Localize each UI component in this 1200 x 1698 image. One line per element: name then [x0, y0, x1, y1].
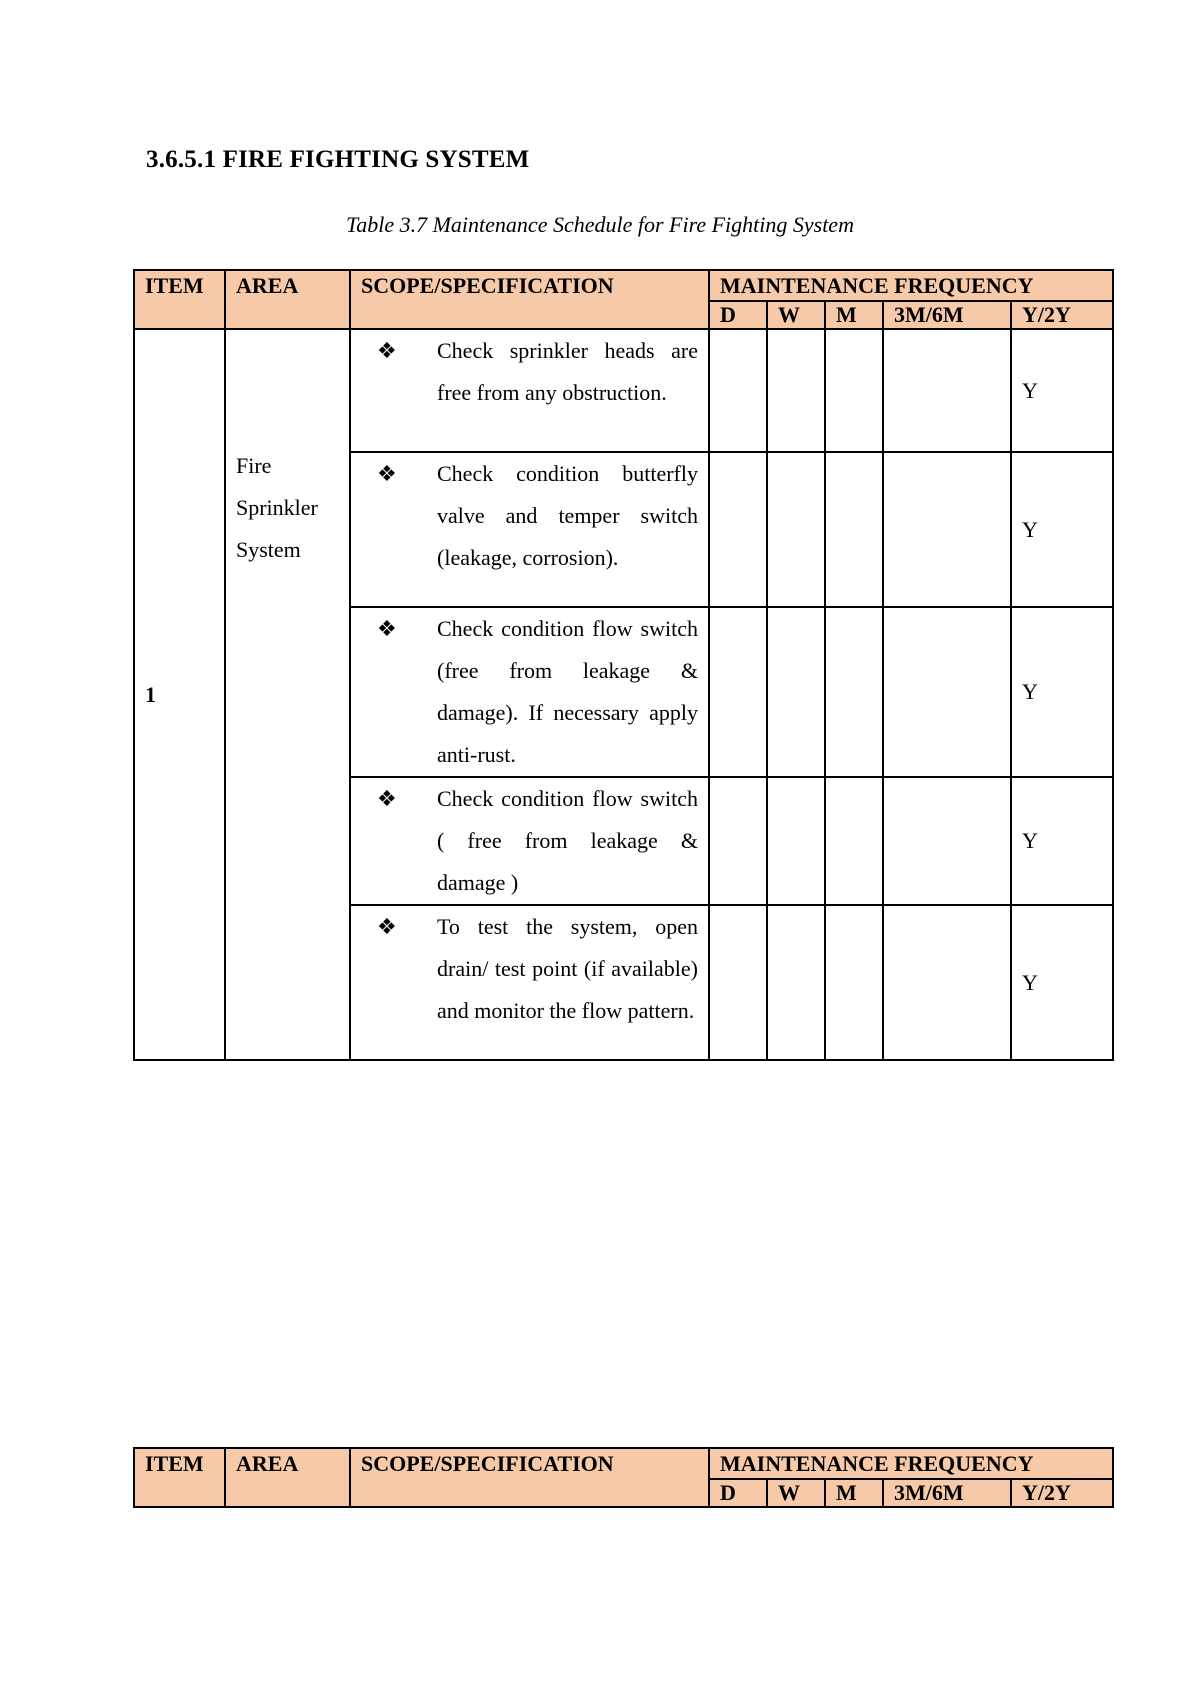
freq-m-cell: [825, 329, 883, 452]
header-3m-6m: 3M/6M: [883, 1479, 1011, 1507]
diamond-bullet-icon: ❖: [377, 461, 397, 486]
header-scope: SCOPE/SPECIFICATION: [350, 1448, 709, 1507]
diamond-bullet-icon: ❖: [377, 616, 397, 641]
scope-cell: ❖ Check condition flow switch (free from leakage & damage). If necessary apply anti-rust.: [350, 607, 709, 777]
header-frequency: MAINTENANCE FREQUENCY: [709, 270, 1113, 301]
header-scope: SCOPE/SPECIFICATION: [350, 270, 709, 329]
header-daily: D: [709, 301, 767, 329]
freq-3m6m-cell: [883, 905, 1011, 1060]
header-weekly: W: [767, 1479, 825, 1507]
freq-w-cell: [767, 452, 825, 607]
freq-m-cell: [825, 777, 883, 905]
freq-w-cell: [767, 607, 825, 777]
freq-m-cell: [825, 452, 883, 607]
freq-y2y-cell: Y: [1011, 329, 1113, 452]
section-heading: 3.6.5.1 FIRE FIGHTING SYSTEM: [146, 146, 530, 173]
diamond-bullet-icon: ❖: [377, 786, 397, 811]
freq-y2y-cell: Y: [1011, 607, 1113, 777]
freq-3m6m-cell: [883, 777, 1011, 905]
diamond-bullet-icon: ❖: [377, 338, 397, 363]
maintenance-table: [133, 269, 1114, 1061]
header-item: ITEM: [134, 1448, 225, 1507]
freq-d-cell: [709, 329, 767, 452]
diamond-bullet-icon: ❖: [377, 914, 397, 939]
freq-d-cell: [709, 905, 767, 1060]
header-area: AREA: [225, 270, 350, 329]
item-number: 1: [134, 329, 225, 1060]
header-monthly: M: [825, 1479, 883, 1507]
header-y-2y: Y/2Y: [1011, 1479, 1113, 1507]
scope-cell: ❖ Check sprinkler heads are free from any obstruction.: [350, 329, 709, 452]
area-cell: [225, 329, 350, 1060]
header-weekly: W: [767, 301, 825, 329]
header-daily: D: [709, 1479, 767, 1507]
freq-m-cell: [825, 607, 883, 777]
freq-w-cell: [767, 905, 825, 1060]
header-frequency: MAINTENANCE FREQUENCY: [709, 1448, 1113, 1479]
freq-m-cell: [825, 905, 883, 1060]
freq-w-cell: [767, 777, 825, 905]
area-line: System: [236, 536, 301, 562]
freq-y2y-cell: Y: [1011, 452, 1113, 607]
header-y-2y: Y/2Y: [1011, 301, 1113, 329]
freq-d-cell: [709, 452, 767, 607]
freq-d-cell: [709, 607, 767, 777]
continuation-table-header: [133, 1447, 1114, 1508]
table-row: [134, 329, 1113, 452]
freq-y2y-cell: Y: [1011, 905, 1113, 1060]
freq-d-cell: [709, 777, 767, 905]
freq-y2y-cell: Y: [1011, 777, 1113, 905]
freq-3m6m-cell: [883, 329, 1011, 452]
area-line: Sprinkler: [236, 494, 318, 520]
scope-cell: ❖ Check condition flow switch ( free from leakage & damage ): [350, 777, 709, 905]
header-area: AREA: [225, 1448, 350, 1507]
scope-cell: ❖ Check condition butterfly valve and temper switch (leakage, corrosion).: [350, 452, 709, 607]
table-header-row: [134, 270, 1113, 301]
area-line: Fire: [236, 452, 272, 478]
table-header-row: [134, 1448, 1113, 1479]
header-item: ITEM: [134, 270, 225, 329]
freq-3m6m-cell: [883, 452, 1011, 607]
freq-w-cell: [767, 329, 825, 452]
freq-3m6m-cell: [883, 607, 1011, 777]
scope-cell: ❖ To test the system, open drain/ test point (if available) and monitor the flow pattern.: [350, 905, 709, 1060]
header-3m-6m: 3M/6M: [883, 301, 1011, 329]
table-caption: Table 3.7 Maintenance Schedule for Fire Fighting System: [346, 212, 854, 237]
header-monthly: M: [825, 301, 883, 329]
